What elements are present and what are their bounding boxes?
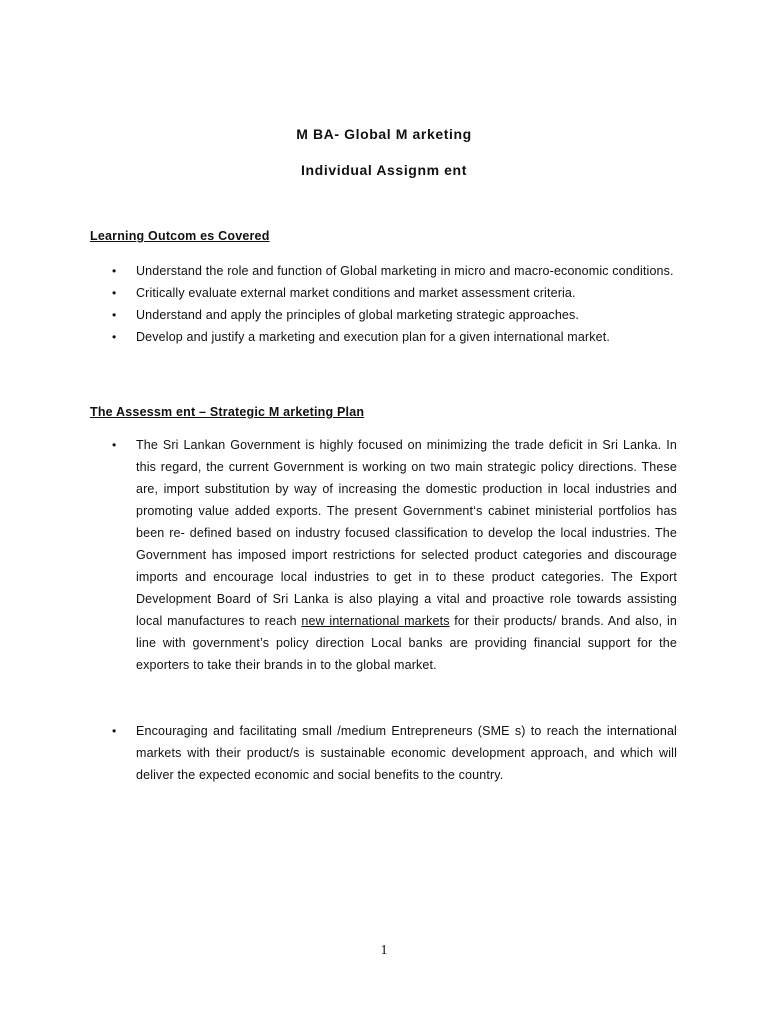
list-item (112, 720, 677, 786)
list-item-text: Understand and apply the principles of global marketing strategic approaches. (136, 308, 580, 322)
list-item-text: Critically evaluate external market conditions and market assessment criteria. (136, 286, 576, 300)
bullet-icon: • (112, 724, 117, 738)
bullet-icon: • (112, 264, 117, 278)
document-title: M BA- Global M arketing (296, 126, 472, 142)
list-item (112, 260, 677, 282)
assessment-list (112, 434, 677, 786)
paragraph-text: for their products/ brands. And also, in line with government’s policy direction Local banks are providing financial support for the exporters to take their brands in to the global market. (136, 614, 677, 672)
document-subtitle: Individual Assignm ent (301, 162, 467, 178)
learning-outcomes-list (112, 260, 677, 348)
paragraph-text: Encouraging and facilitating small /medium Entrepreneurs (SME s) to reach the international markets with their product/s is sustainable economic development approach, and which will deliver the expected economic and social benefits to the country. (136, 724, 677, 782)
bullet-icon: • (112, 330, 117, 344)
bullet-icon: • (112, 286, 117, 300)
learning-outcomes-heading: Learning Outcom es Covered (90, 229, 270, 243)
list-item (112, 282, 677, 304)
list-item (112, 304, 677, 326)
assessment-heading: The Assessm ent – Strategic M arketing Plan (90, 405, 365, 419)
list-item (112, 434, 677, 676)
bullet-icon: • (112, 438, 117, 452)
list-item-text: Understand the role and function of Global marketing in micro and macro-economic conditions. (136, 264, 674, 278)
list-item-text: Develop and justify a marketing and execution plan for a given international market. (136, 330, 610, 344)
paragraph-text: The Sri Lankan Government is highly focused on minimizing the trade deficit in Sri Lanka. In this regard, the current Government is working on two main strategic policy directions. These are, import substitution by way of increasing the domestic production in local industries and promoting value added exports. The present Government‘s cabinet ministerial portfolios has been re- defined based on industry focused classification to develop the local industries. The Government has imposed import restrictions for selected product categories and discourage imports and encourage local industries to get in to these product categories. The Export Development Board of Sri Lanka is also playing a vital and proactive role towards assisting local manufactures to reach (136, 438, 677, 628)
page-number: 1 (380, 943, 388, 958)
list-item (112, 326, 677, 348)
bullet-icon: • (112, 308, 117, 322)
international-markets-link[interactable]: new international markets (301, 614, 450, 628)
